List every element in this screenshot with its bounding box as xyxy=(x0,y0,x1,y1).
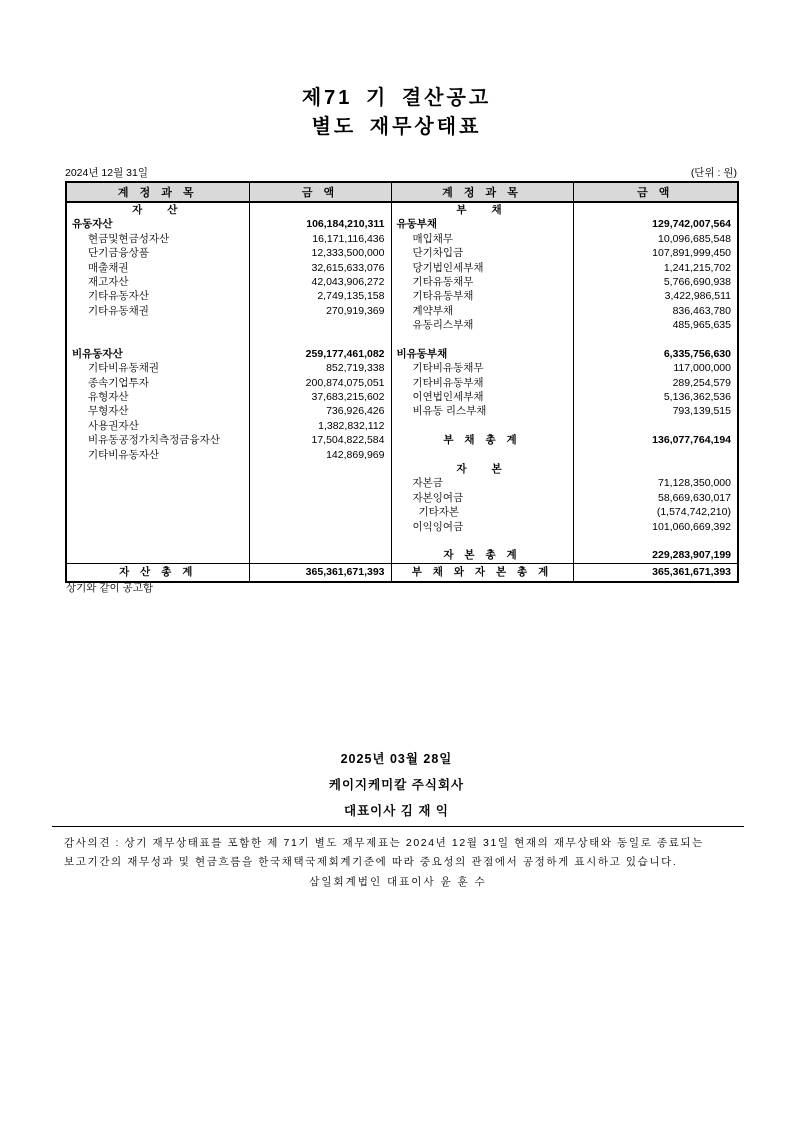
audit-opinion-line-1: 감사의견 : 상기 재무상태표를 포함한 제 71기 별도 재무제표는 2024년 12월 31일 현재의 재무상태와 동일로 종료되는 xyxy=(64,837,704,849)
account-label xyxy=(66,520,249,534)
account-label: 비유동 리스부채 xyxy=(391,404,573,418)
account-label: 유동리스부채 xyxy=(391,318,573,332)
account-label: 기타비유동채권 xyxy=(66,361,249,375)
table-row xyxy=(66,361,738,375)
account-label: 유형자산 xyxy=(66,390,249,404)
account-label: 재고자산 xyxy=(66,275,249,289)
table-row xyxy=(66,520,738,534)
account-value xyxy=(249,534,391,548)
table-row xyxy=(66,333,738,347)
account-value: 836,463,780 xyxy=(573,304,738,318)
table-row xyxy=(66,419,738,433)
account-label xyxy=(391,419,573,433)
account-value xyxy=(573,448,738,462)
account-label: 단기차입금 xyxy=(391,246,573,260)
table-total-row xyxy=(66,563,738,582)
company-name: 케이지케미칼 주식회사 xyxy=(328,778,465,792)
account-label: 무형자산 xyxy=(66,404,249,418)
table-row xyxy=(66,390,738,404)
account-label: 현금및현금성자산 xyxy=(66,232,249,246)
account-label xyxy=(66,476,249,490)
account-label: 유동자산 xyxy=(66,217,249,231)
account-label xyxy=(66,491,249,505)
account-label xyxy=(66,534,249,548)
account-label: 기타유동채권 xyxy=(66,304,249,318)
account-label xyxy=(66,333,249,347)
account-value: 12,333,500,000 xyxy=(249,246,391,260)
ceo-name: 대표이사 김 재 익 xyxy=(344,804,449,818)
account-value xyxy=(249,548,391,563)
account-label: 자 산 총 계 xyxy=(66,563,249,582)
account-label: 비유동공정가치측정금융자산 xyxy=(66,433,249,447)
account-value: 852,719,338 xyxy=(249,361,391,375)
statement-date: 2024년 12월 31일 xyxy=(65,167,148,179)
account-value: (1,574,742,210) xyxy=(573,505,738,519)
account-value: 5,136,362,536 xyxy=(573,390,738,404)
account-value: 485,965,635 xyxy=(573,318,738,332)
table-row xyxy=(66,462,738,476)
table-row xyxy=(66,202,738,217)
account-label: 기타유동채무 xyxy=(391,275,573,289)
account-value xyxy=(249,476,391,490)
account-value: 101,060,669,392 xyxy=(573,520,738,534)
table-row xyxy=(66,376,738,390)
unit-label: (단위 : 원) xyxy=(690,167,737,179)
title-line-2: 별도 재무상태표 xyxy=(311,116,482,138)
account-value: 736,926,426 xyxy=(249,404,391,418)
account-label xyxy=(66,318,249,332)
account-label: 매입채무 xyxy=(391,232,573,246)
account-value: 365,361,671,393 xyxy=(249,563,391,582)
account-value: 229,283,907,199 xyxy=(573,548,738,563)
column-header: 금 액 xyxy=(573,182,738,202)
account-value: 270,919,369 xyxy=(249,304,391,318)
audit-opinion-section xyxy=(52,826,744,893)
account-value: 6,335,756,630 xyxy=(573,347,738,361)
table-row xyxy=(66,275,738,289)
account-value: 1,382,832,112 xyxy=(249,419,391,433)
table-row xyxy=(66,505,738,519)
account-value xyxy=(573,333,738,347)
table-row xyxy=(66,548,738,563)
table-row xyxy=(66,261,738,275)
account-label: 자 산 xyxy=(66,202,249,217)
column-header: 금 액 xyxy=(249,182,391,202)
account-value xyxy=(249,505,391,519)
table-row xyxy=(66,534,738,548)
account-value: 365,361,671,393 xyxy=(573,563,738,582)
table-header-row xyxy=(66,182,738,202)
account-value xyxy=(573,202,738,217)
balance-sheet-table xyxy=(65,181,739,583)
account-value: 107,891,999,450 xyxy=(573,246,738,260)
account-label: 비유동부채 xyxy=(391,347,573,361)
account-value: 200,874,075,051 xyxy=(249,376,391,390)
account-label: 유동부채 xyxy=(391,217,573,231)
account-label: 자본금 xyxy=(391,476,573,490)
account-label: 기타자본 xyxy=(391,505,573,519)
account-value: 117,000,000 xyxy=(573,361,738,375)
account-value: 106,184,210,311 xyxy=(249,217,391,231)
audit-opinion-line-2: 보고기간의 재무성과 및 현금흐름을 한국채택국제회계기준에 따라 중요성의 관점에서 공정하게 표시하고 있습니다. xyxy=(64,856,678,868)
account-value xyxy=(573,419,738,433)
account-value: 3,422,986,511 xyxy=(573,289,738,303)
account-label xyxy=(391,534,573,548)
account-value: 289,254,579 xyxy=(573,376,738,390)
account-label xyxy=(391,448,573,462)
table-meta-row xyxy=(65,165,737,180)
account-label xyxy=(391,333,573,347)
account-value: 37,683,215,602 xyxy=(249,390,391,404)
table-row xyxy=(66,304,738,318)
account-label: 기타비유동채무 xyxy=(391,361,573,375)
table-row xyxy=(66,404,738,418)
signature-block xyxy=(0,746,793,824)
account-label: 이익잉여금 xyxy=(391,520,573,534)
account-label: 매출채권 xyxy=(66,261,249,275)
account-label: 기타비유동부채 xyxy=(391,376,573,390)
account-value: 42,043,906,272 xyxy=(249,275,391,289)
column-header: 계 정 과 목 xyxy=(66,182,249,202)
account-value xyxy=(573,534,738,548)
account-label: 종속기업투자 xyxy=(66,376,249,390)
balance-sheet-body xyxy=(66,202,738,582)
account-label: 부 채 xyxy=(391,202,573,217)
account-value xyxy=(249,520,391,534)
account-value: 17,504,822,584 xyxy=(249,433,391,447)
account-value: 136,077,764,194 xyxy=(573,433,738,447)
account-label: 이연법인세부채 xyxy=(391,390,573,404)
account-value: 71,128,350,000 xyxy=(573,476,738,490)
auditor-signature: 삼일회계법인 대표이사 윤 훈 수 xyxy=(309,876,487,888)
account-label xyxy=(66,505,249,519)
account-value: 10,096,685,548 xyxy=(573,232,738,246)
account-label: 사용권자산 xyxy=(66,419,249,433)
account-value: 1,241,215,702 xyxy=(573,261,738,275)
account-label: 단기금융상품 xyxy=(66,246,249,260)
account-label: 비유동자산 xyxy=(66,347,249,361)
account-label: 자 본 xyxy=(391,462,573,476)
table-row xyxy=(66,476,738,490)
account-label: 기타유동자산 xyxy=(66,289,249,303)
account-label: 자 본 총 계 xyxy=(391,548,573,563)
account-value: 58,669,630,017 xyxy=(573,491,738,505)
announce-date: 2025년 03월 28일 xyxy=(340,752,453,766)
account-label: 계약부채 xyxy=(391,304,573,318)
account-value xyxy=(573,462,738,476)
account-value: 259,177,461,082 xyxy=(249,347,391,361)
account-value: 142,869,969 xyxy=(249,448,391,462)
account-label: 기타유동부채 xyxy=(391,289,573,303)
account-label: 부 채 총 계 xyxy=(391,433,573,447)
table-row xyxy=(66,217,738,231)
account-value: 5,766,690,938 xyxy=(573,275,738,289)
table-row xyxy=(66,318,738,332)
table-row xyxy=(66,232,738,246)
account-value xyxy=(249,462,391,476)
account-label: 기타비유동자산 xyxy=(66,448,249,462)
account-label: 자본잉여금 xyxy=(391,491,573,505)
table-row xyxy=(66,433,738,447)
account-label xyxy=(66,548,249,563)
document-title xyxy=(0,84,793,142)
account-label xyxy=(66,462,249,476)
table-row xyxy=(66,246,738,260)
account-value: 2,749,135,158 xyxy=(249,289,391,303)
table-row xyxy=(66,289,738,303)
table-row xyxy=(66,491,738,505)
title-line-1: 제71 기 결산공고 xyxy=(301,87,492,109)
column-header: 계 정 과 목 xyxy=(391,182,573,202)
table-row xyxy=(66,347,738,361)
account-value: 793,139,515 xyxy=(573,404,738,418)
account-label: 당기법인세부채 xyxy=(391,261,573,275)
account-value: 32,615,633,076 xyxy=(249,261,391,275)
table-row xyxy=(66,448,738,462)
account-value: 16,171,116,436 xyxy=(249,232,391,246)
account-value xyxy=(249,333,391,347)
account-value xyxy=(249,318,391,332)
account-value xyxy=(249,491,391,505)
account-value: 129,742,007,564 xyxy=(573,217,738,231)
account-value xyxy=(249,202,391,217)
notice-text: 상기와 같이 공고함 xyxy=(66,582,153,594)
account-label: 부 채 와 자 본 총 계 xyxy=(391,563,573,582)
